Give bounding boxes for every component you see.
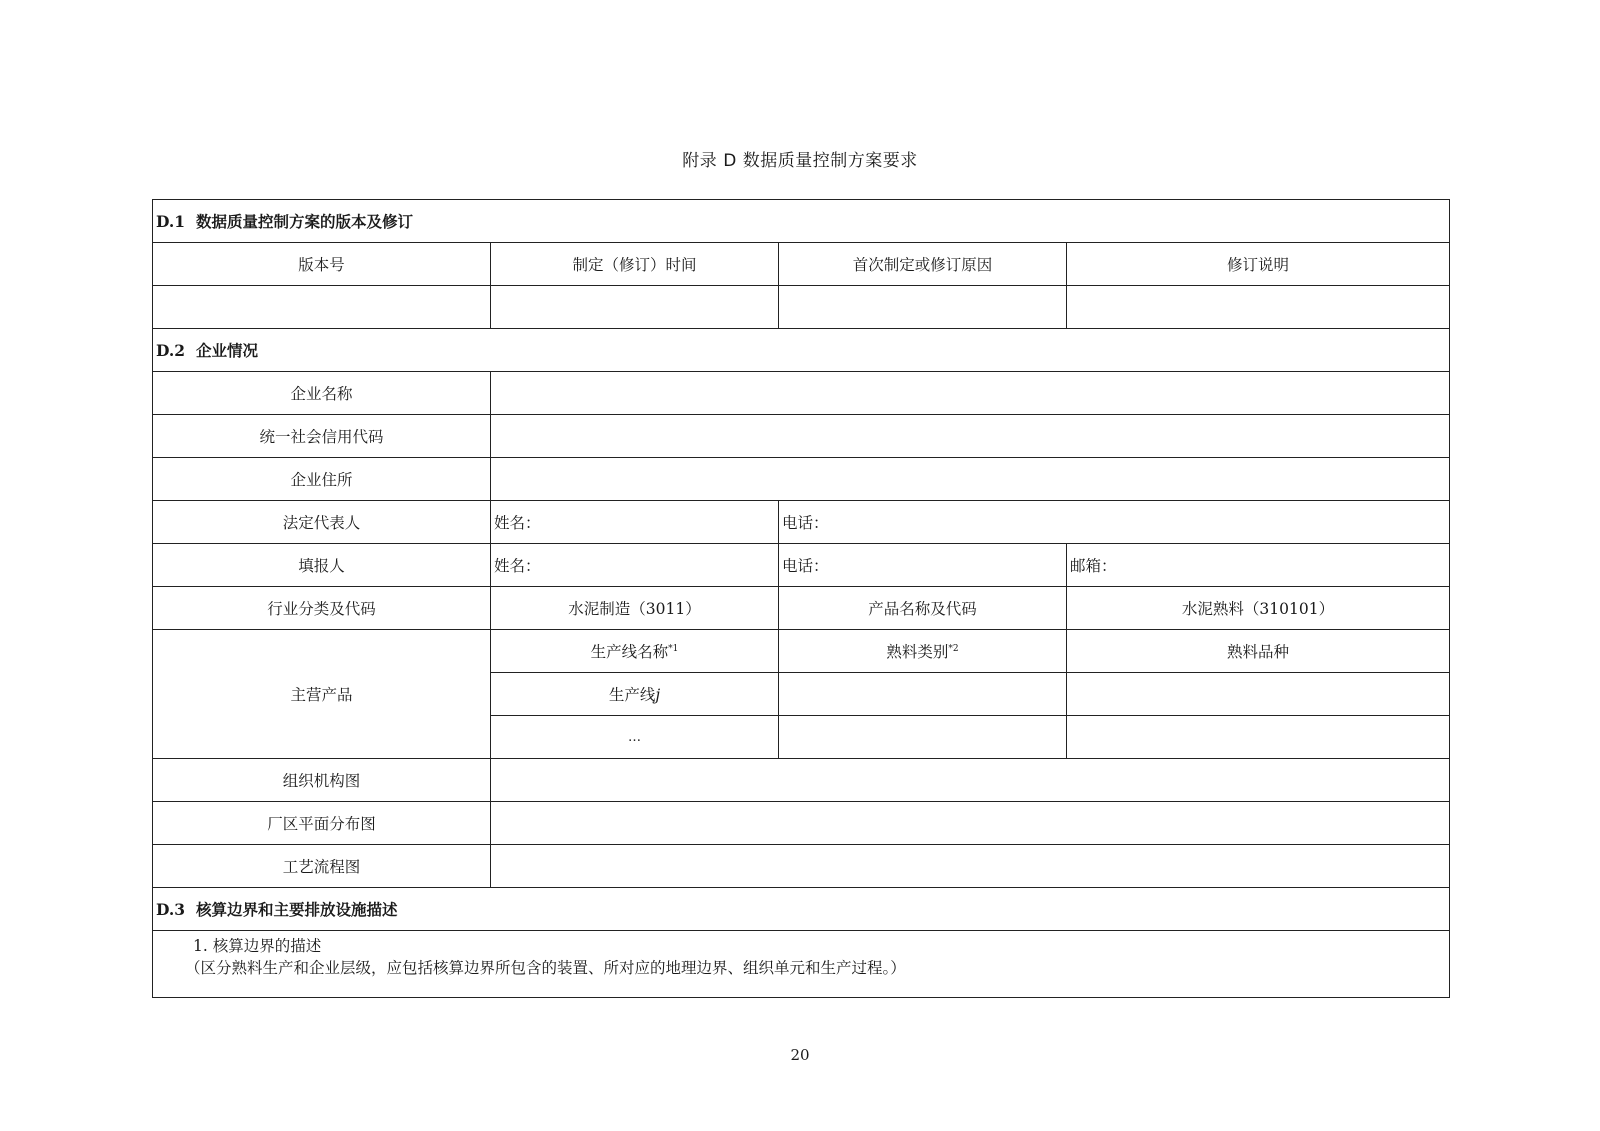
line-name-footnote: *1: [668, 643, 679, 654]
product-label: 产品名称及代码: [779, 587, 1067, 630]
section-title: 核算边界和主要排放设施描述: [196, 900, 398, 919]
ellipsis-clinker-type-cell[interactable]: [779, 716, 1067, 759]
boundary-description-row: [153, 931, 1450, 998]
industry-label: 行业分类及代码: [153, 587, 491, 630]
revision-reason-cell[interactable]: [779, 286, 1067, 329]
legal-rep-name-field[interactable]: 姓名：: [491, 501, 779, 544]
version-cell[interactable]: [153, 286, 491, 329]
section-d2-heading: [153, 329, 1450, 372]
section-number: D.3: [156, 900, 186, 919]
credit-code-label: 统一社会信用代码: [153, 415, 491, 458]
address-label: 企业住所: [153, 458, 491, 501]
address-row: [153, 458, 1450, 501]
address-field[interactable]: [491, 458, 1450, 501]
section-d3-row: [153, 888, 1450, 931]
line-j-clinker-type-cell[interactable]: [779, 673, 1067, 716]
line-ellipsis: …: [491, 716, 779, 759]
boundary-item-note: （区分熟料生产和企业层级，应包括核算边界所包含的装置、所对应的地理边界、组织单元和生产过程。）: [185, 959, 906, 977]
boundary-item-title: 1. 核算边界的描述: [193, 937, 322, 955]
org-chart-row: [153, 759, 1450, 802]
reporter-row: [153, 544, 1450, 587]
org-chart-field[interactable]: [491, 759, 1450, 802]
quality-control-form: [152, 199, 1450, 998]
product-value: 水泥熟料（310101）: [1067, 587, 1450, 630]
reporter-label: 填报人: [153, 544, 491, 587]
legal-rep-row: [153, 501, 1450, 544]
reporter-phone-field[interactable]: 电话：: [779, 544, 1067, 587]
ellipsis-clinker-variety-cell[interactable]: [1067, 716, 1450, 759]
section-number: D.1: [156, 212, 186, 231]
site-plan-row: [153, 802, 1450, 845]
header-revision-reason: 首次制定或修订原因: [779, 243, 1067, 286]
page-number: 20: [790, 1046, 810, 1064]
industry-row: [153, 587, 1450, 630]
section-title: 企业情况: [196, 341, 259, 360]
process-flow-row: [153, 845, 1450, 888]
section-d1-heading: [153, 200, 1450, 243]
org-chart-label: 组织机构图: [153, 759, 491, 802]
clinker-variety-header: 熟料品种: [1067, 630, 1450, 673]
section-d3-heading: [153, 888, 1450, 931]
clinker-type-header: [779, 630, 1067, 673]
credit-code-field[interactable]: [491, 415, 1450, 458]
section-d2-row: [153, 329, 1450, 372]
site-plan-label: 厂区平面分布图: [153, 802, 491, 845]
process-flow-label: 工艺流程图: [153, 845, 491, 888]
section-d1-row: [153, 200, 1450, 243]
version-header-row: [153, 243, 1450, 286]
credit-code-row: [153, 415, 1450, 458]
section-title: 数据质量控制方案的版本及修订: [196, 212, 414, 231]
page-title: 附录 D 数据质量控制方案要求: [682, 151, 918, 171]
industry-value: 水泥制造（3011）: [491, 587, 779, 630]
line-j-prefix: 生产线: [608, 686, 656, 704]
company-name-row: [153, 372, 1450, 415]
legal-rep-phone-field[interactable]: 电话：: [779, 501, 1450, 544]
line-j-label: [491, 673, 779, 716]
version-input-row: [153, 286, 1450, 329]
legal-rep-label: 法定代表人: [153, 501, 491, 544]
line-name-text: 生产线名称: [590, 643, 669, 661]
main-products-header-row: [153, 630, 1450, 673]
header-revision-note: 修订说明: [1067, 243, 1450, 286]
site-plan-field[interactable]: [491, 802, 1450, 845]
section-number: D.2: [156, 341, 186, 360]
header-revision-time: 制定（修订）时间: [491, 243, 779, 286]
company-name-field[interactable]: [491, 372, 1450, 415]
company-name-label: 企业名称: [153, 372, 491, 415]
reporter-email-field[interactable]: 邮箱：: [1067, 544, 1450, 587]
clinker-type-text: 熟料类别: [886, 643, 949, 661]
line-j-clinker-variety-cell[interactable]: [1067, 673, 1450, 716]
line-name-header: [491, 630, 779, 673]
boundary-description-cell[interactable]: [153, 931, 1450, 998]
revision-time-cell[interactable]: [491, 286, 779, 329]
reporter-name-field[interactable]: 姓名：: [491, 544, 779, 587]
line-j-variable: j: [655, 686, 661, 704]
process-flow-field[interactable]: [491, 845, 1450, 888]
clinker-type-footnote: *2: [948, 643, 959, 654]
main-products-label: 主营产品: [153, 630, 491, 759]
revision-note-cell[interactable]: [1067, 286, 1450, 329]
header-version: 版本号: [153, 243, 491, 286]
